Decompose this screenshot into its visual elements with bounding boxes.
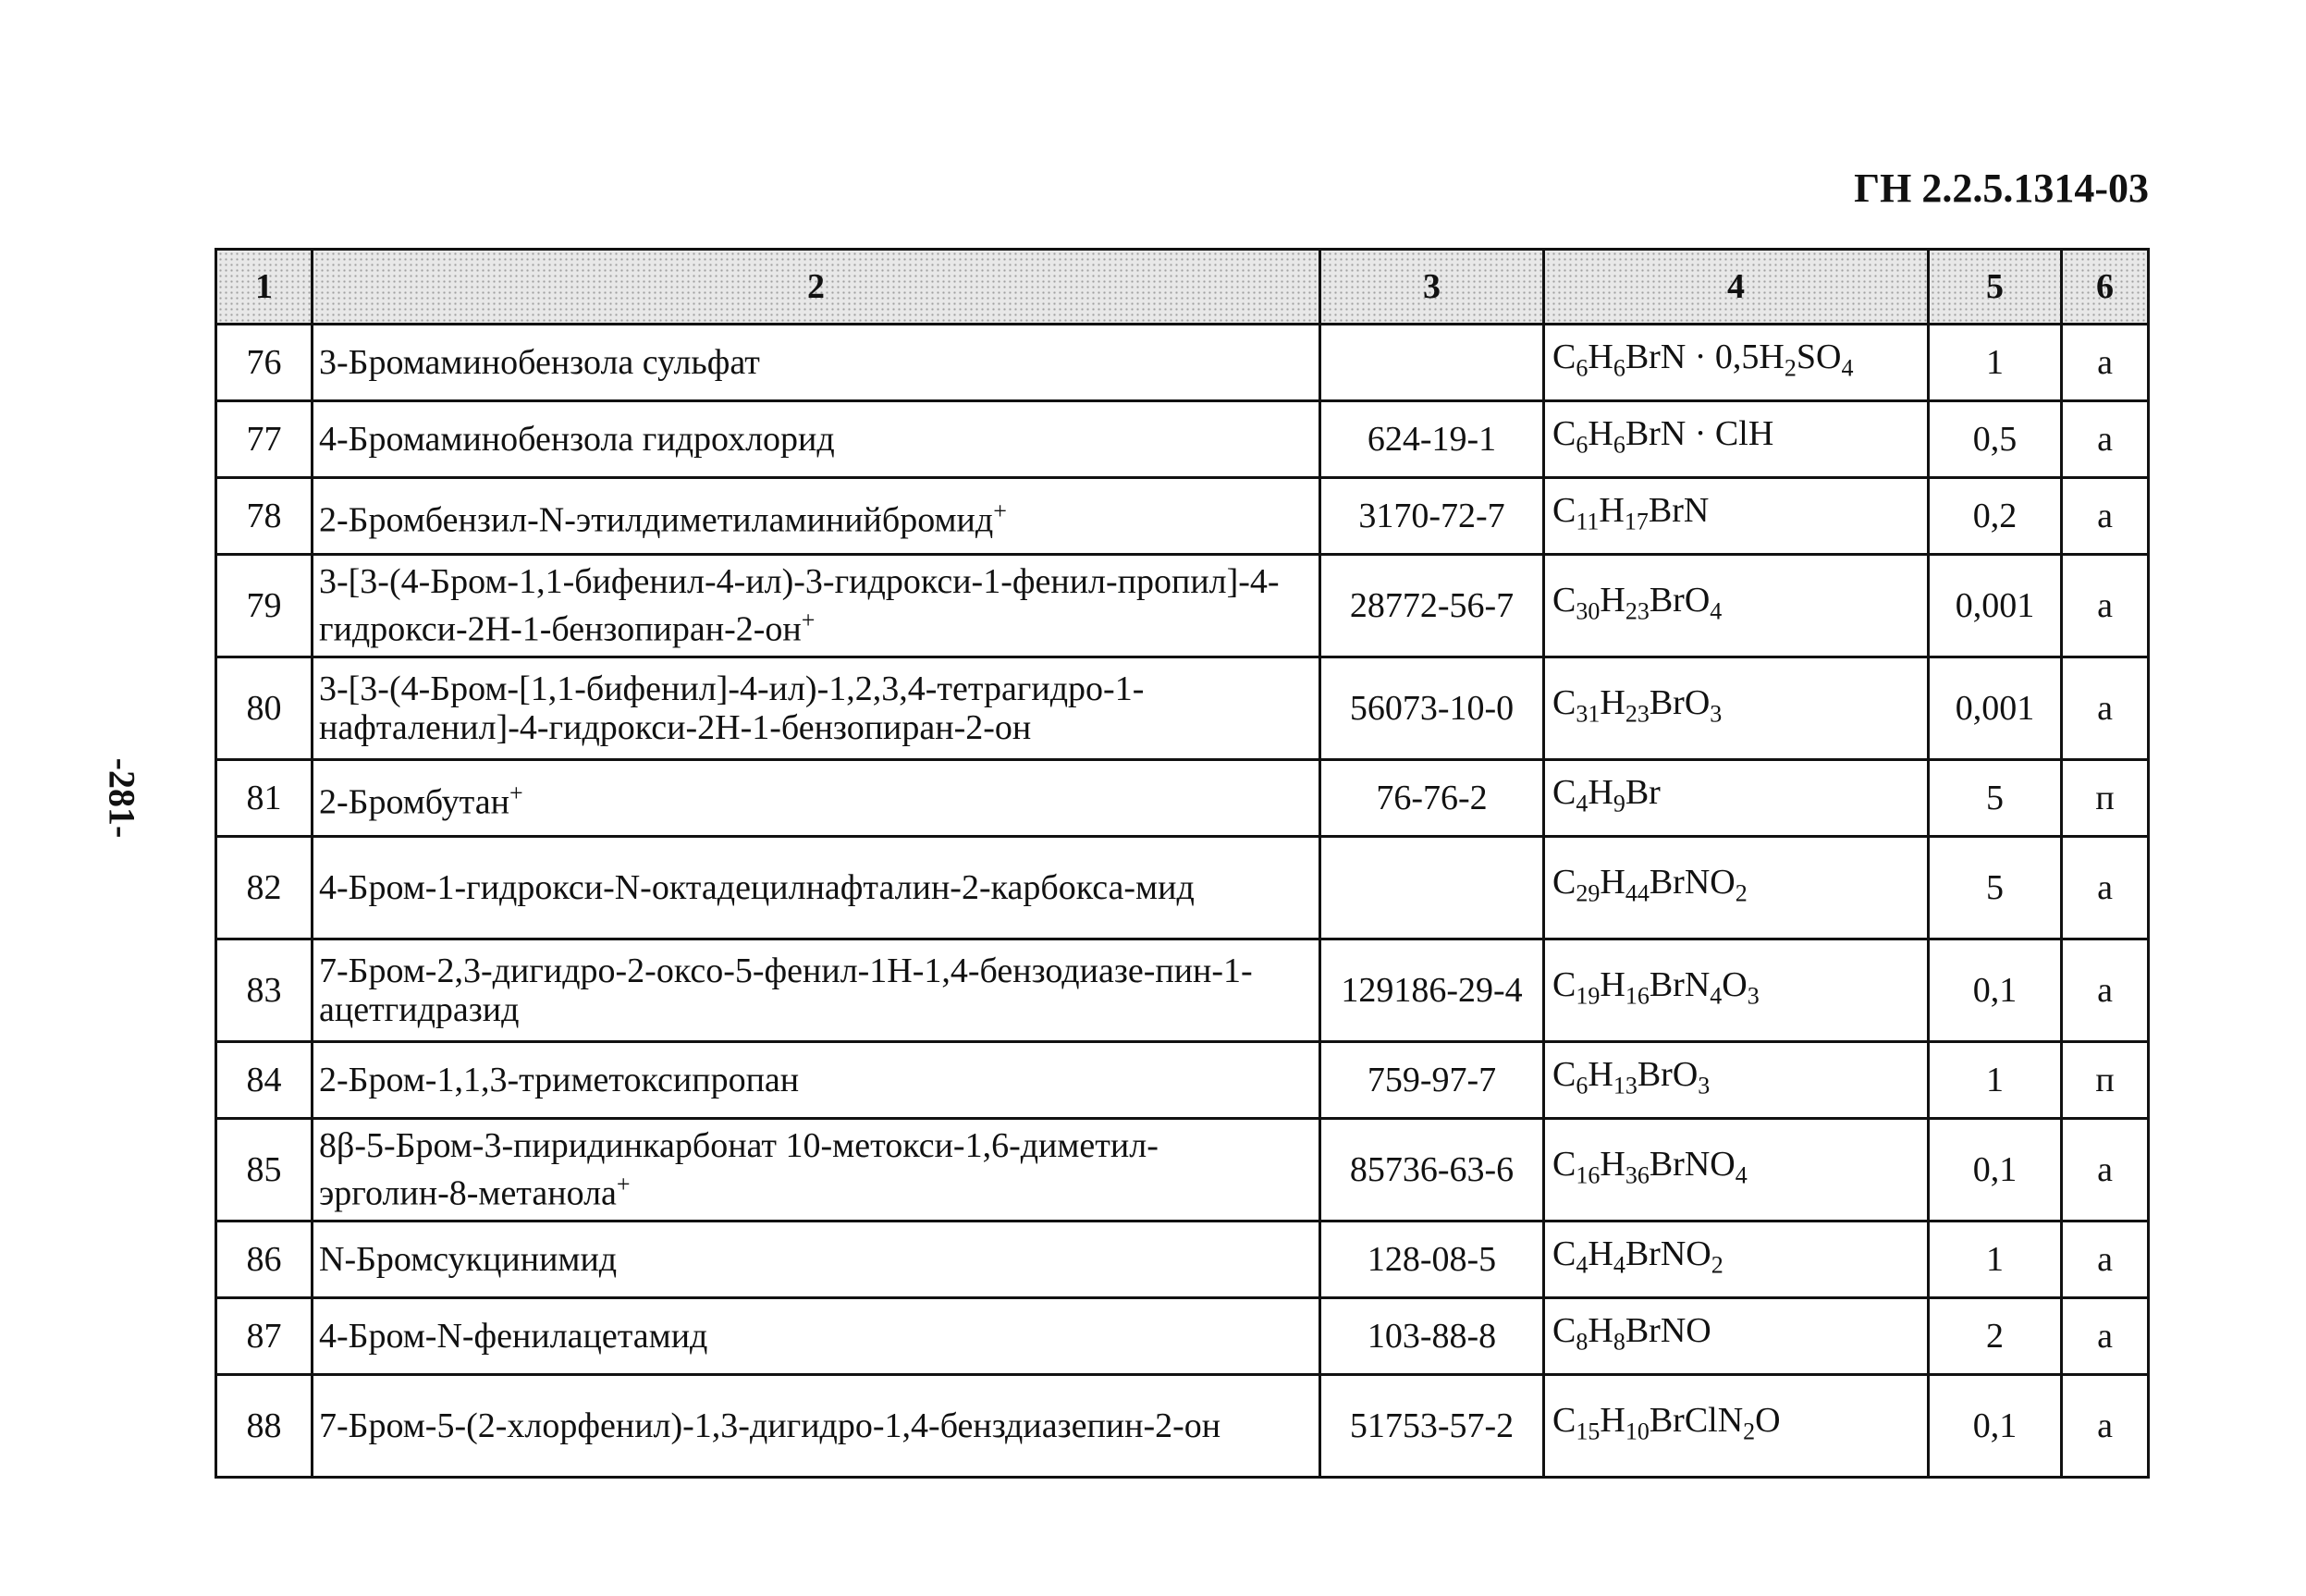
table-header-row [216, 250, 2149, 325]
table-row [216, 555, 2149, 657]
substance-name-cell: 3-Бромаминобензола сульфат [313, 325, 1320, 401]
table-row [216, 760, 2149, 837]
row-number-cell: 76 [216, 325, 313, 401]
formula-cell: $C_8H_8BrNO$ [1544, 1298, 1929, 1375]
table-row [216, 939, 2149, 1042]
substance-name-cell: 4-Бром-N-фенилацетамид [313, 1298, 1320, 1375]
row-number-cell: 86 [216, 1222, 313, 1298]
substance-name-cell: 8β-5-Бром-3-пиридинкарбонат 10-метокси-1,6-диметил-эрголин-8-метанола+ [313, 1119, 1320, 1222]
row-number-cell: 81 [216, 760, 313, 837]
state-class-cell: а [2062, 1119, 2149, 1222]
formula-cell: $C_{11}H_{17}BrN$ [1544, 478, 1929, 555]
column-header-6: 6 [2062, 250, 2149, 325]
formula-cell: $C_6H_6BrN \cdot 0,5H_2SO_4$ [1544, 325, 1929, 401]
formula-cell: $C_4H_4BrNO_2$ [1544, 1222, 1929, 1298]
state-class-cell: п [2062, 760, 2149, 837]
limit-value-cell: 0,1 [1929, 1375, 2062, 1478]
cas-number-cell [1320, 837, 1544, 939]
limit-value-cell: 0,1 [1929, 1119, 2062, 1222]
row-number-cell: 85 [216, 1119, 313, 1222]
state-class-cell: а [2062, 1298, 2149, 1375]
formula-cell: $C_{19}H_{16}BrN_4O_3$ [1544, 939, 1929, 1042]
document-code: ГН 2.2.5.1314-03 [1854, 166, 2149, 211]
limit-value-cell: 0,001 [1929, 555, 2062, 657]
state-class-cell: а [2062, 401, 2149, 478]
substance-name-cell: 2-Бромбутан+ [313, 760, 1320, 837]
table-row [216, 837, 2149, 939]
formula-cell: $C_{16}H_{36}BrNO_4$ [1544, 1119, 1929, 1222]
state-class-cell: а [2062, 657, 2149, 760]
formula-cell: $C_6H_6BrN$ · ClH [1544, 401, 1929, 478]
cas-number-cell: 56073-10-0 [1320, 657, 1544, 760]
state-class-cell: а [2062, 1375, 2149, 1478]
cas-number-cell: 103-88-8 [1320, 1298, 1544, 1375]
row-number-cell: 78 [216, 478, 313, 555]
substance-name-cell: N-Бромсукцинимид [313, 1222, 1320, 1298]
limit-value-cell: 0,001 [1929, 657, 2062, 760]
table-body [216, 325, 2149, 1478]
state-class-cell: а [2062, 478, 2149, 555]
limit-value-cell: 1 [1929, 1042, 2062, 1119]
table-row [216, 657, 2149, 760]
substance-name-cell: 4-Бром-1-гидрокси-N-октадецилнафталин-2-карбокса-мид [313, 837, 1320, 939]
substance-name-cell: 4-Бромаминобензола гидрохлорид [313, 401, 1320, 478]
substance-name-cell: 3-[3-(4-Бром-[1,1-бифенил]-4-ил)-1,2,3,4-тетрагидро-1-нафталенил]-4-гидрокси-2H-1-бензопиран-2-он [313, 657, 1320, 760]
table-row [216, 478, 2149, 555]
table-row [216, 1222, 2149, 1298]
cas-number-cell [1320, 325, 1544, 401]
formula-cell: $C_{29}H_{44}BrNO_2$ [1544, 837, 1929, 939]
table-row [216, 1042, 2149, 1119]
column-header-1: 1 [216, 250, 313, 325]
formula-cell: $C_6H_{13}BrO_3$ [1544, 1042, 1929, 1119]
limit-value-cell: 1 [1929, 325, 2062, 401]
row-number-cell: 87 [216, 1298, 313, 1375]
row-number-cell: 84 [216, 1042, 313, 1119]
column-header-5: 5 [1929, 250, 2062, 325]
column-header-4: 4 [1544, 250, 1929, 325]
cas-number-cell: 128-08-5 [1320, 1222, 1544, 1298]
row-number-cell: 80 [216, 657, 313, 760]
substance-name-cell: 3-[3-(4-Бром-1,1-бифенил-4-ил)-3-гидрокси-1-фенил-пропил]-4-гидрокси-2H-1-бензопиран-2-он+ [313, 555, 1320, 657]
state-class-cell: а [2062, 837, 2149, 939]
state-class-cell: а [2062, 939, 2149, 1042]
row-number-cell: 83 [216, 939, 313, 1042]
row-number-cell: 88 [216, 1375, 313, 1478]
limit-value-cell: 1 [1929, 1222, 2062, 1298]
limit-value-cell: 0,1 [1929, 939, 2062, 1042]
substance-name-cell: 2-Бромбензил-N-этилдиметиламинийбромид+ [313, 478, 1320, 555]
formula-cell: $C_{31}H_{23}BrO_3$ [1544, 657, 1929, 760]
substance-name-cell: 7-Бром-5-(2-хлорфенил)-1,3-дигидро-1,4-бенздиазепин-2-он [313, 1375, 1320, 1478]
cas-number-cell: 129186-29-4 [1320, 939, 1544, 1042]
formula-cell: $C_{15}H_{10}BrClN_2O$ [1544, 1375, 1929, 1478]
cas-number-cell: 3170-72-7 [1320, 478, 1544, 555]
cas-number-cell: 28772-56-7 [1320, 555, 1544, 657]
substance-name-cell: 2-Бром-1,1,3-триметоксипропан [313, 1042, 1320, 1119]
table-row [216, 1119, 2149, 1222]
cas-number-cell: 759-97-7 [1320, 1042, 1544, 1119]
table-row [216, 401, 2149, 478]
formula-cell: $C_4H_9Br$ [1544, 760, 1929, 837]
state-class-cell: а [2062, 555, 2149, 657]
substance-name-cell: 7-Бром-2,3-дигидро-2-оксо-5-фенил-1H-1,4-бензодиазе-пин-1-ацетгидразид [313, 939, 1320, 1042]
substances-table [215, 248, 2150, 1479]
row-number-cell: 77 [216, 401, 313, 478]
cas-number-cell: 624-19-1 [1320, 401, 1544, 478]
row-number-cell: 79 [216, 555, 313, 657]
table-row [216, 1298, 2149, 1375]
limit-value-cell: 0,5 [1929, 401, 2062, 478]
column-header-2: 2 [313, 250, 1320, 325]
table-row [216, 1375, 2149, 1478]
cas-number-cell: 85736-63-6 [1320, 1119, 1544, 1222]
table-row [216, 325, 2149, 401]
limit-value-cell: 0,2 [1929, 478, 2062, 555]
state-class-cell: а [2062, 325, 2149, 401]
column-header-3: 3 [1320, 250, 1544, 325]
limit-value-cell: 5 [1929, 837, 2062, 939]
limit-value-cell: 5 [1929, 760, 2062, 837]
state-class-cell: а [2062, 1222, 2149, 1298]
formula-cell: $C_{30}H_{23}BrO_4$ [1544, 555, 1929, 657]
row-number-cell: 82 [216, 837, 313, 939]
page-number: -281- [101, 757, 143, 839]
limit-value-cell: 2 [1929, 1298, 2062, 1375]
cas-number-cell: 76-76-2 [1320, 760, 1544, 837]
state-class-cell: п [2062, 1042, 2149, 1119]
cas-number-cell: 51753-57-2 [1320, 1375, 1544, 1478]
